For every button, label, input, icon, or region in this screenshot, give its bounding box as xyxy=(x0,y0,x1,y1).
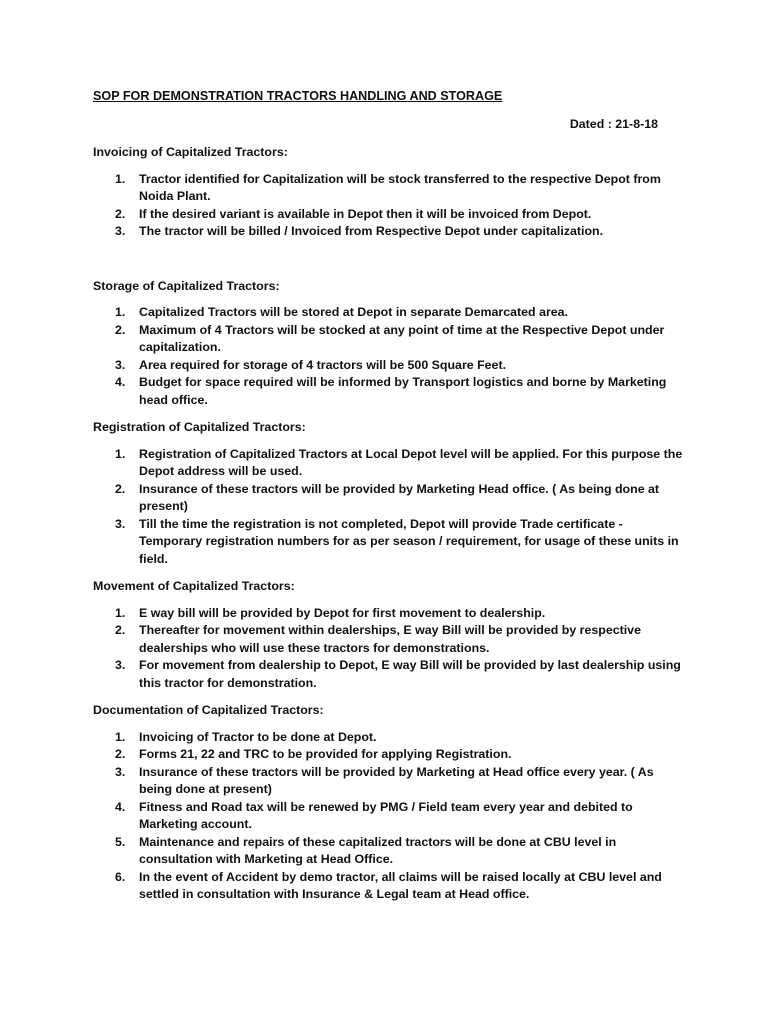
section-storage xyxy=(93,278,688,410)
list-item: 3. Till the time the registration is not completed, Depot will provide Trade certificate - Temporary registration numbers for as per season / requirement, for usage of these units in field. xyxy=(115,516,679,566)
list-item: 1. E way bill will be provided by Depot for first movement to dealership. xyxy=(115,605,546,620)
list-item-text: For movement from dealership to Depot, E way Bill will be provided by last dealership using this tractor for demonstration. xyxy=(139,658,681,690)
list-item: 1. Invoicing of Tractor to be done at Depot. xyxy=(115,729,377,744)
list-item-text: If the desired variant is available in Depot then it will be invoiced from Depot. xyxy=(139,206,592,221)
list-item: 2. Forms 21, 22 and TRC to be provided for applying Registration. xyxy=(115,747,512,761)
list-item: 1. Tractor identified for Capitalization will be stock transferred to the respective Depot from Noida Plant. xyxy=(115,171,661,203)
list-item-text: Maximum of 4 Tractors will be stocked at any point of time at the Respective Depot under capitalization. xyxy=(139,322,665,354)
list-item: 3. The tractor will be billed / Invoiced from Respective Depot under capitalization. xyxy=(115,224,604,238)
list-item: 2. If the desired variant is available in Depot then it will be invoiced from Depot. xyxy=(115,206,592,221)
list-item: 3. Insurance of these tractors will be provided by Marketing at Head office every year. ( As being done at present) xyxy=(115,764,654,796)
list-item: 2. Insurance of these tractors will be provided by Marketing Head office. ( As being done at present) xyxy=(115,481,660,513)
section-heading: Invoicing of Capitalized Tractors: xyxy=(93,145,288,159)
list-item-text: Invoicing of Tractor to be done at Depot. xyxy=(139,729,377,744)
list-item-text: Registration of Capitalized Tractors at Local Depot level will be applied. For this purpose the Depot address will be used. xyxy=(139,446,683,478)
list-item-text: Capitalized Tractors will be stored at Depot in separate Demarcated area. xyxy=(139,305,569,319)
section-registration xyxy=(93,419,688,568)
list-item: 3. For movement from dealership to Depot, E way Bill will be provided by last dealership using this tractor for demonstration. xyxy=(115,658,681,690)
section-heading: Movement of Capitalized Tractors: xyxy=(93,579,295,593)
list-item-text: Insurance of these tractors will be provided by Marketing Head office. ( As being done at present) xyxy=(139,481,660,513)
section-heading: Storage of Capitalized Tractors: xyxy=(93,278,280,293)
list-item: 4. Budget for space required will be informed by Transport logistics and borne by Marketing head office. xyxy=(115,375,667,407)
list-item: 2. Maximum of 4 Tractors will be stocked at any point of time at the Respective Depot under capitalization. xyxy=(115,322,665,354)
document-title: SOP FOR DEMONSTRATION TRACTORS HANDLING AND STORAGE xyxy=(93,89,503,103)
list-item-text: Forms 21, 22 and TRC to be provided for applying Registration. xyxy=(139,747,512,761)
spacer xyxy=(93,251,688,278)
list-item: 5. Maintenance and repairs of these capitalized tractors will be done at CBU level in consultation with Marketing at Head Office. xyxy=(115,834,617,866)
section-heading: Registration of Capitalized Tractors: xyxy=(93,420,306,434)
list-item-text: Tractor identified for Capitalization will be stock transferred to the respective Depot from Noida Plant. xyxy=(139,171,661,203)
list-item-text: Till the time the registration is not completed, Depot will provide Trade certificate - Temporary registration numbers for as per season / requirement, for usage of these units in field. xyxy=(139,516,679,566)
list-item: 1. Registration of Capitalized Tractors at Local Depot level will be applied. For this purpose the Depot address will be used. xyxy=(115,446,683,478)
document-date: Dated : 21-8-18 xyxy=(569,116,658,131)
section-invoicing xyxy=(93,144,688,241)
numbered-list xyxy=(93,446,688,569)
list-item: 3. Area required for storage of 4 tractors will be 500 Square Feet. xyxy=(115,357,507,372)
section-movement xyxy=(93,578,688,692)
list-item-text: In the event of Accident by demo tractor, all claims will be raised locally at CBU level and settled in consultation with Insurance & Legal team at Head office. xyxy=(139,869,662,901)
list-item: 1. Capitalized Tractors will be stored at Depot in separate Demarcated area. xyxy=(115,305,569,319)
list-item-text: The tractor will be billed / Invoiced from Respective Depot under capitalization. xyxy=(139,224,604,238)
numbered-list xyxy=(93,304,688,409)
numbered-list xyxy=(93,171,688,241)
list-item: 4. Fitness and Road tax will be renewed by PMG / Field team every year and debited to Marketing account. xyxy=(115,799,633,831)
numbered-list xyxy=(93,605,688,693)
section-heading: Documentation of Capitalized Tractors: xyxy=(93,703,324,717)
list-item-text: Insurance of these tractors will be provided by Marketing at Head office every year. ( As being done at present) xyxy=(139,764,654,796)
list-item: 2. Thereafter for movement within dealerships, E way Bill will be provided by respective dealerships who will use these tractors for demonstrations. xyxy=(115,623,641,655)
list-item-text: Fitness and Road tax will be renewed by PMG / Field team every year and debited to Marketing account. xyxy=(139,799,633,831)
numbered-list xyxy=(93,729,688,904)
list-item-text: Maintenance and repairs of these capitalized tractors will be done at CBU level in consultation with Marketing at Head Office. xyxy=(139,834,617,866)
list-item-text: Budget for space required will be informed by Transport logistics and borne by Marketing head office. xyxy=(139,375,667,407)
section-documentation xyxy=(93,702,688,904)
list-item-text: E way bill will be provided by Depot for first movement to dealership. xyxy=(139,605,546,620)
list-item-text: Area required for storage of 4 tractors will be 500 Square Feet. xyxy=(139,357,507,372)
list-item: 6. In the event of Accident by demo tractor, all claims will be raised locally at CBU level and settled in consultation with Insurance & Legal team at Head office. xyxy=(115,869,662,901)
list-item-text: Thereafter for movement within dealerships, E way Bill will be provided by respective dealerships who will use these tractors for demonstrations. xyxy=(139,623,641,655)
